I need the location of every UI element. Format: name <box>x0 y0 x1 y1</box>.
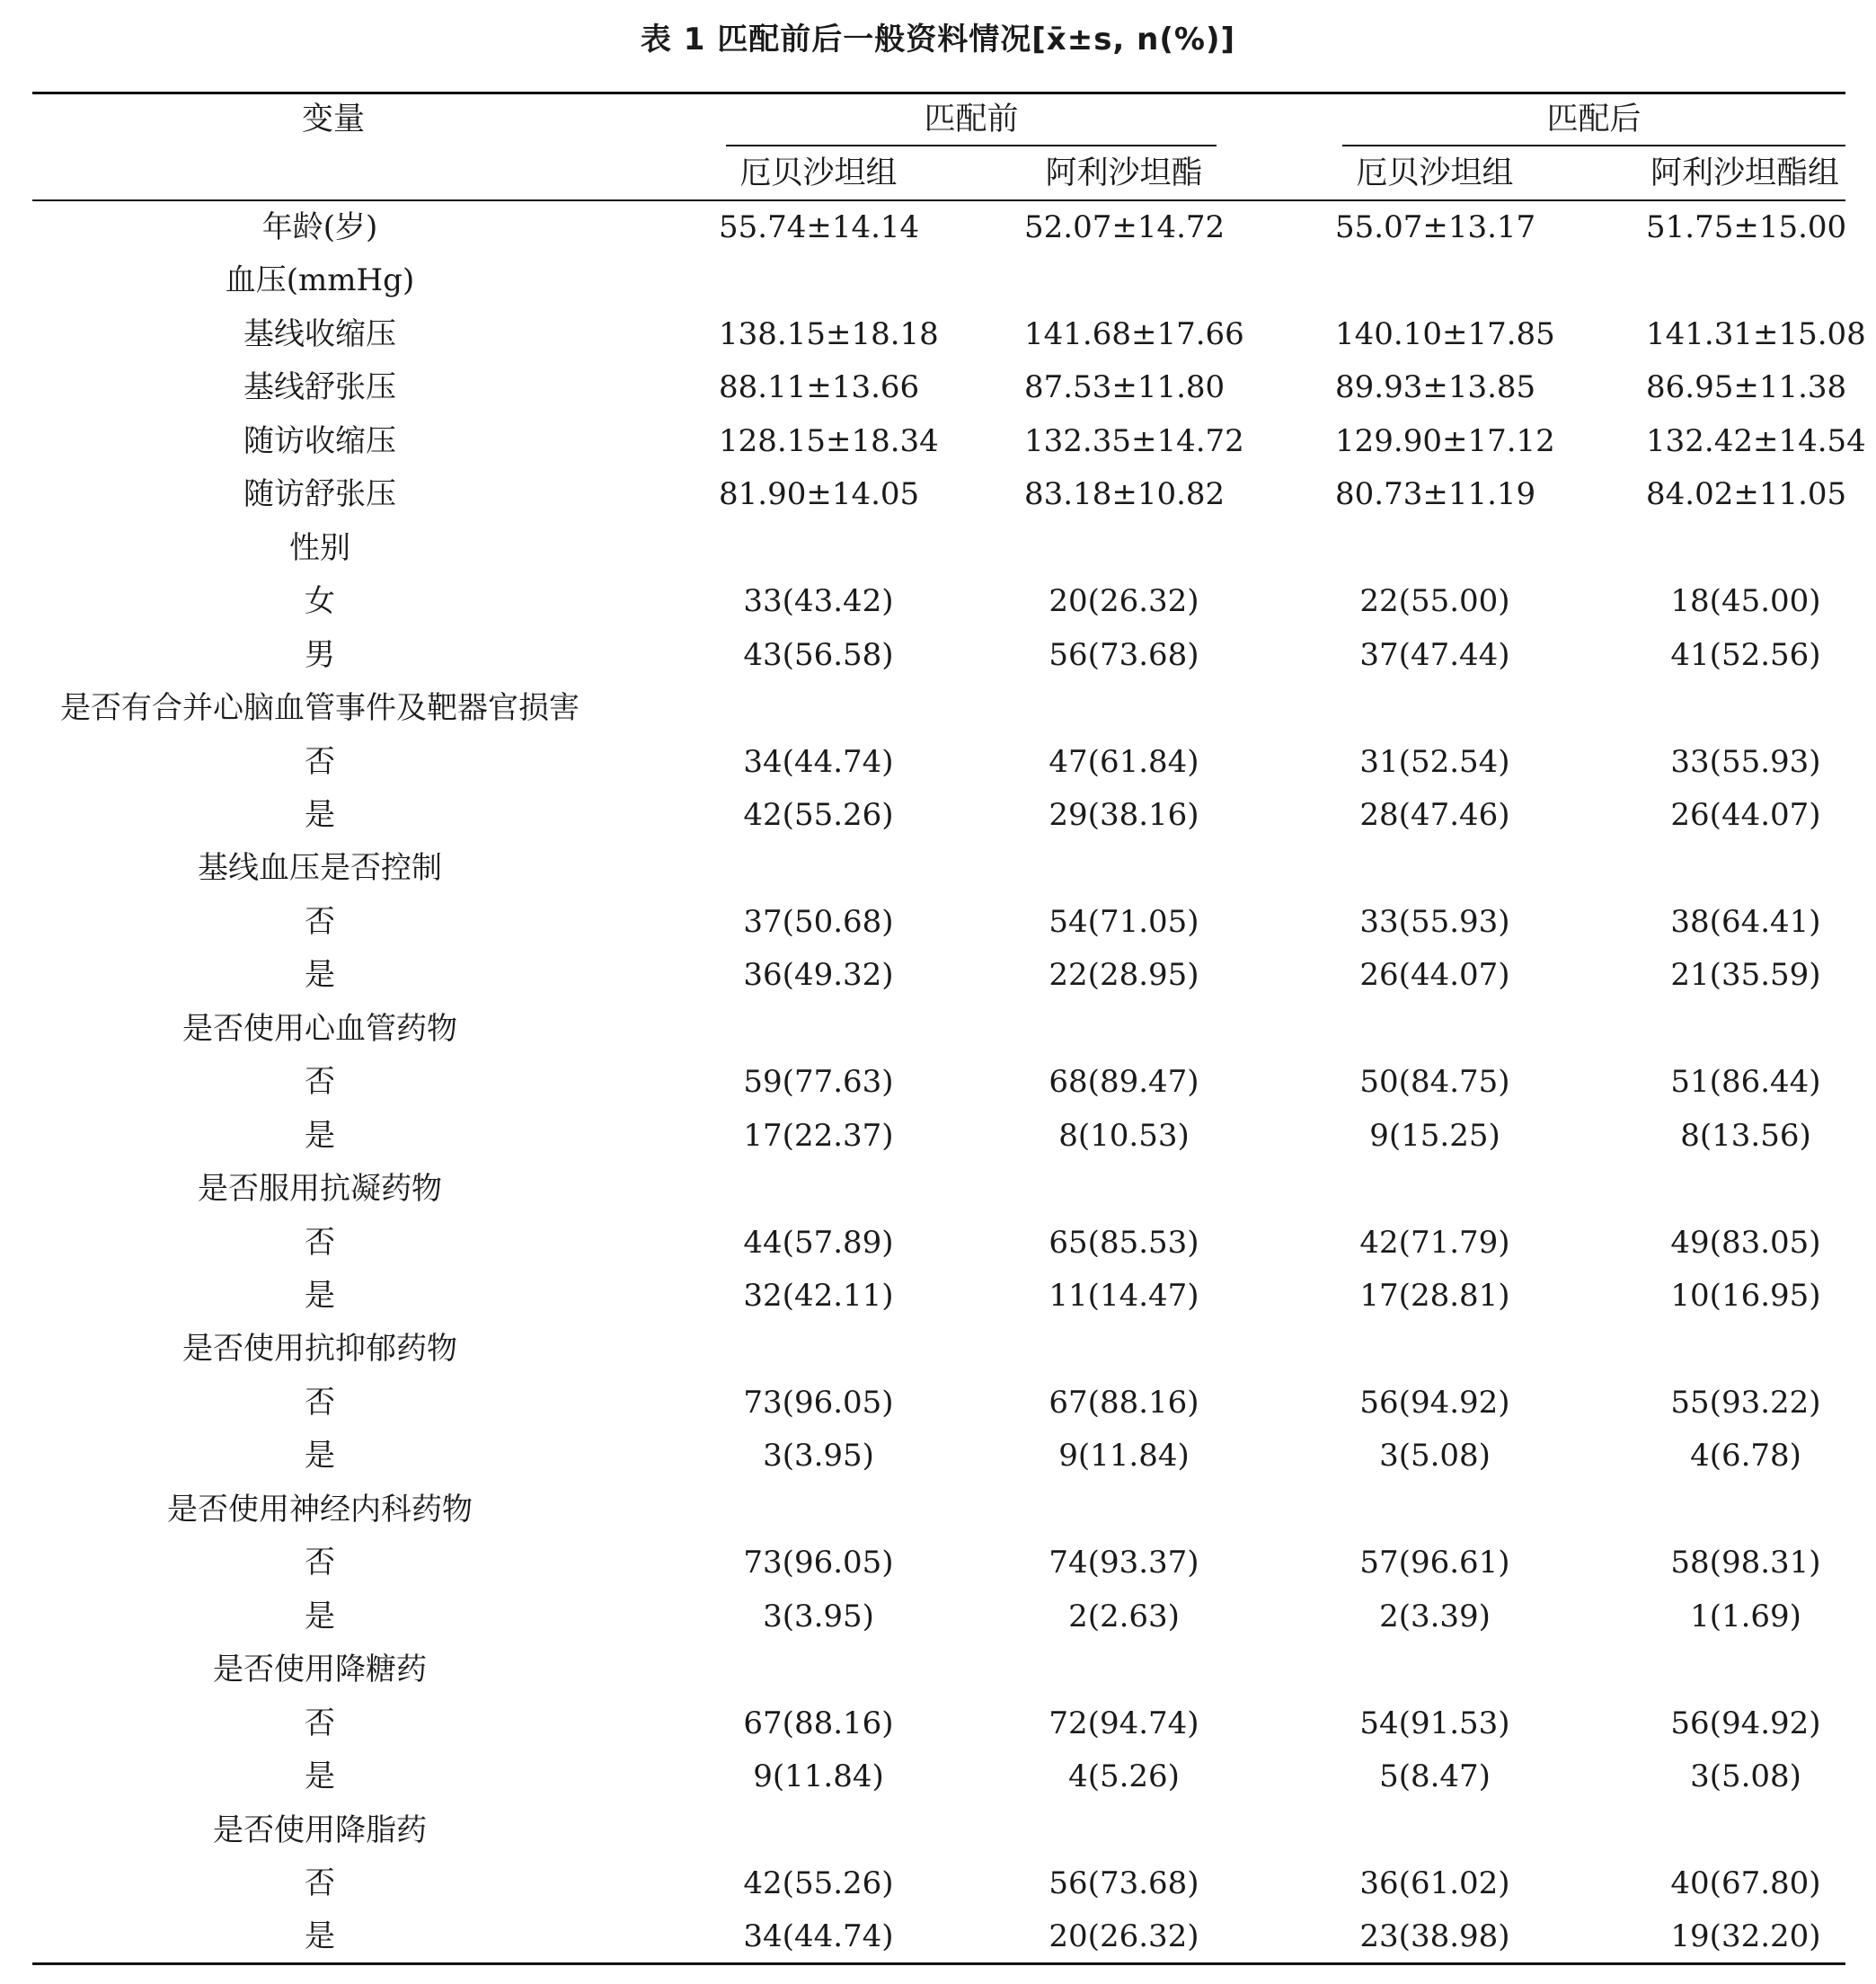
row-value-col3: 50(84.75) <box>1359 1064 1510 1100</box>
row-value-col2: 20(26.32) <box>1049 583 1199 619</box>
row-value-col2: 72(94.74) <box>1049 1705 1199 1741</box>
row-label: 随访舒张压 <box>243 476 396 512</box>
row-value-col4: 41(52.56) <box>1670 637 1821 673</box>
row-label: 基线血压是否控制 <box>198 850 442 886</box>
row-value-col3: 57(96.61) <box>1359 1545 1510 1581</box>
header-after-group-1: 厄贝沙坦组 <box>1356 155 1514 191</box>
row-value-col4: 38(64.41) <box>1670 904 1821 940</box>
row-value-col2: 9(11.84) <box>1058 1438 1190 1474</box>
row-label: 否 <box>305 1064 335 1100</box>
row-value-col3 <box>1335 254 1535 307</box>
row-value-col4: 8(13.56) <box>1680 1118 1811 1154</box>
row-value-col2: 67(88.16) <box>1049 1385 1199 1421</box>
row-value-col3: 5(8.47) <box>1379 1758 1491 1794</box>
row-value-col4: 51.75±15.00 <box>1646 209 1847 245</box>
row-value-col2: 83.18±10.82 <box>1024 476 1226 512</box>
row-value-col1: 73(96.05) <box>743 1545 894 1581</box>
row-value-col4 <box>1646 522 1845 575</box>
row-label: 是否使用神经内科药物 <box>167 1492 473 1528</box>
row-label: 是 <box>305 1118 335 1154</box>
row-value-col1: 55.74±14.14 <box>719 209 920 245</box>
row-value-col3: 37(47.44) <box>1359 637 1510 673</box>
row-value-col3 <box>1335 1484 1535 1537</box>
row-value-col1 <box>719 522 918 575</box>
header-before: 匹配前 <box>924 102 1019 137</box>
row-label: 女 <box>305 583 335 619</box>
row-label: 是 <box>305 1758 335 1794</box>
row-value-col1 <box>719 842 918 895</box>
header-before-group-2: 阿利沙坦酯 <box>1045 155 1203 191</box>
row-label: 是 <box>305 957 335 993</box>
row-value-col2: 74(93.37) <box>1049 1545 1199 1581</box>
row-value-col1: 34(44.74) <box>743 1918 894 1954</box>
row-value-col2: 68(89.47) <box>1049 1064 1199 1100</box>
row-value-col2: 2(2.63) <box>1068 1599 1180 1634</box>
row-value-col3: 33(55.93) <box>1359 904 1510 940</box>
row-label: 是否使用降脂药 <box>213 1812 427 1848</box>
row-label: 否 <box>305 1385 335 1421</box>
row-value-col2 <box>1024 842 1224 895</box>
row-value-col2: 54(71.05) <box>1049 904 1199 940</box>
row-value-col3: 22(55.00) <box>1359 583 1510 619</box>
row-value-col4 <box>1646 1003 1845 1056</box>
row-value-col2: 11(14.47) <box>1049 1278 1199 1314</box>
row-label: 随访收缩压 <box>243 423 396 459</box>
row-label: 否 <box>305 1705 335 1741</box>
row-value-col3 <box>1335 1643 1535 1696</box>
row-label: 是否使用抗抑郁药物 <box>182 1331 457 1367</box>
row-value-col3: 56(94.92) <box>1359 1385 1510 1421</box>
row-value-col4 <box>1646 682 1845 735</box>
row-label: 血压(mmHg) <box>225 262 415 298</box>
row-value-col2 <box>1024 1484 1224 1537</box>
row-value-col3: 2(3.39) <box>1379 1599 1491 1634</box>
row-value-col4: 21(35.59) <box>1670 957 1821 993</box>
row-value-col1: 3(3.95) <box>763 1438 874 1474</box>
row-value-col2: 20(26.32) <box>1049 1918 1199 1954</box>
row-value-col4: 84.02±11.05 <box>1646 476 1847 512</box>
row-value-col2: 47(61.84) <box>1049 744 1199 780</box>
header-before-group-1: 厄贝沙坦组 <box>739 155 898 191</box>
row-value-col4: 49(83.05) <box>1670 1225 1821 1261</box>
row-value-col2: 22(28.95) <box>1049 957 1199 993</box>
row-value-col3: 140.10±17.85 <box>1335 316 1555 352</box>
row-value-col1: 88.11±13.66 <box>719 369 920 405</box>
row-value-col4: 33(55.93) <box>1670 744 1821 780</box>
row-value-col3: 28(47.46) <box>1359 797 1510 833</box>
row-label: 是 <box>305 1599 335 1634</box>
row-value-col1: 42(55.26) <box>743 797 894 833</box>
row-value-col3: 129.90±17.12 <box>1335 423 1555 459</box>
row-value-col4 <box>1646 1484 1845 1537</box>
row-label: 否 <box>305 744 335 780</box>
row-value-col4: 4(6.78) <box>1690 1438 1801 1474</box>
row-value-col2: 56(73.68) <box>1049 637 1199 673</box>
row-value-col3: 80.73±11.19 <box>1335 476 1536 512</box>
row-value-col4: 18(45.00) <box>1670 583 1821 619</box>
row-value-col2 <box>1024 1643 1224 1696</box>
row-value-col3 <box>1335 1804 1535 1857</box>
row-value-col3 <box>1335 522 1535 575</box>
row-label: 年龄(岁) <box>261 209 378 245</box>
row-value-col3: 17(28.81) <box>1359 1278 1510 1314</box>
row-value-col4: 58(98.31) <box>1670 1545 1821 1581</box>
row-value-col4: 26(44.07) <box>1670 797 1821 833</box>
row-value-col1 <box>719 1003 918 1056</box>
row-value-col4 <box>1646 1643 1845 1696</box>
row-label: 是否使用降糖药 <box>213 1652 427 1687</box>
row-value-col1: 36(49.32) <box>743 957 894 993</box>
header-after-group-2: 阿利沙坦酯组 <box>1650 155 1839 191</box>
row-value-col1: 9(11.84) <box>753 1758 884 1794</box>
row-value-col2 <box>1024 682 1224 735</box>
row-value-col2 <box>1024 254 1224 307</box>
row-label: 是 <box>305 797 335 833</box>
row-value-col4: 3(5.08) <box>1690 1758 1801 1794</box>
row-value-col4 <box>1646 1804 1845 1857</box>
row-value-col2 <box>1024 1003 1224 1056</box>
row-value-col4: 55(93.22) <box>1670 1385 1821 1421</box>
row-value-col1: 59(77.63) <box>743 1064 894 1100</box>
row-value-col1: 42(55.26) <box>743 1865 894 1901</box>
row-value-col4 <box>1646 254 1845 307</box>
row-value-col3: 3(5.08) <box>1379 1438 1491 1474</box>
row-value-col4: 141.31±15.08 <box>1646 316 1866 352</box>
row-value-col4: 19(32.20) <box>1670 1918 1821 1954</box>
header-variable: 变量 <box>301 102 365 137</box>
row-label: 否 <box>305 904 335 940</box>
row-label: 是 <box>305 1918 335 1954</box>
row-value-col1: 33(43.42) <box>743 583 894 619</box>
row-value-col4 <box>1646 1163 1845 1216</box>
row-label: 是否使用心血管药物 <box>182 1011 457 1047</box>
row-value-col1 <box>719 1484 918 1537</box>
row-value-col3: 31(52.54) <box>1359 744 1510 780</box>
row-label: 是 <box>305 1278 335 1314</box>
row-value-col2: 52.07±14.72 <box>1024 209 1226 245</box>
row-value-col3: 55.07±13.17 <box>1335 209 1536 245</box>
row-value-col1 <box>719 254 918 307</box>
row-value-col4 <box>1646 1323 1845 1376</box>
row-value-col2: 141.68±17.66 <box>1024 316 1244 352</box>
row-label: 否 <box>305 1545 335 1581</box>
row-value-col4: 132.42±14.54 <box>1646 423 1866 459</box>
row-value-col1 <box>719 1643 918 1696</box>
row-value-col3 <box>1335 1003 1535 1056</box>
row-value-col4: 40(67.80) <box>1670 1865 1821 1901</box>
row-value-col3 <box>1335 842 1535 895</box>
row-value-col2 <box>1024 522 1224 575</box>
row-value-col3 <box>1335 1163 1535 1216</box>
row-value-col3: 26(44.07) <box>1359 957 1510 993</box>
row-value-col1: 37(50.68) <box>743 904 894 940</box>
row-value-col1: 44(57.89) <box>743 1225 894 1261</box>
row-value-col1 <box>719 1163 918 1216</box>
row-value-col4: 56(94.92) <box>1670 1705 1821 1741</box>
row-value-col4: 86.95±11.38 <box>1646 369 1847 405</box>
row-value-col2 <box>1024 1804 1224 1857</box>
header-after: 匹配后 <box>1546 102 1642 137</box>
row-value-col3: 36(61.02) <box>1359 1865 1510 1901</box>
row-label: 性别 <box>289 530 350 566</box>
row-value-col1: 67(88.16) <box>743 1705 894 1741</box>
row-value-col1 <box>719 1804 918 1857</box>
row-label: 基线收缩压 <box>243 316 396 352</box>
row-value-col3: 23(38.98) <box>1359 1918 1510 1954</box>
row-value-col3: 89.93±13.85 <box>1335 369 1536 405</box>
row-value-col1: 81.90±14.05 <box>719 476 920 512</box>
row-value-col3: 9(15.25) <box>1369 1118 1500 1154</box>
row-value-col1: 32(42.11) <box>743 1278 894 1314</box>
row-value-col2: 65(85.53) <box>1049 1225 1199 1261</box>
row-value-col1: 34(44.74) <box>743 744 894 780</box>
row-value-col1: 17(22.37) <box>743 1118 894 1154</box>
row-label: 基线舒张压 <box>243 369 396 405</box>
row-label: 是 <box>305 1438 335 1474</box>
row-value-col4 <box>1646 842 1845 895</box>
row-value-col1 <box>719 682 918 735</box>
row-label: 是否有合并心脑血管事件及靶器官损害 <box>60 690 580 726</box>
row-value-col4: 51(86.44) <box>1670 1064 1821 1100</box>
row-value-col2: 56(73.68) <box>1049 1865 1199 1901</box>
row-value-col2: 8(10.53) <box>1058 1118 1190 1154</box>
row-label: 男 <box>305 637 335 673</box>
row-value-col4: 1(1.69) <box>1690 1599 1801 1634</box>
row-value-col1 <box>719 1323 918 1376</box>
table-caption: 表 1 匹配前后一般资料情况[x̄±s, n(%)] <box>640 22 1236 58</box>
row-label: 否 <box>305 1225 335 1261</box>
row-value-col2: 132.35±14.72 <box>1024 423 1244 459</box>
row-value-col2 <box>1024 1163 1224 1216</box>
row-value-col1: 43(56.58) <box>743 637 894 673</box>
row-value-col2: 29(38.16) <box>1049 797 1199 833</box>
row-value-col1: 138.15±18.18 <box>719 316 939 352</box>
row-value-col3 <box>1335 1323 1535 1376</box>
row-value-col3 <box>1335 682 1535 735</box>
row-label: 否 <box>305 1865 335 1901</box>
row-value-col1: 73(96.05) <box>743 1385 894 1421</box>
row-value-col1: 3(3.95) <box>763 1599 874 1634</box>
row-value-col1: 128.15±18.34 <box>719 423 939 459</box>
row-value-col2 <box>1024 1323 1224 1376</box>
row-value-col2: 4(5.26) <box>1068 1758 1180 1794</box>
row-value-col3: 42(71.79) <box>1359 1225 1510 1261</box>
row-value-col2: 87.53±11.80 <box>1024 369 1226 405</box>
row-label: 是否服用抗凝药物 <box>198 1171 442 1207</box>
row-value-col4: 10(16.95) <box>1670 1278 1821 1314</box>
row-value-col3: 54(91.53) <box>1359 1705 1510 1741</box>
